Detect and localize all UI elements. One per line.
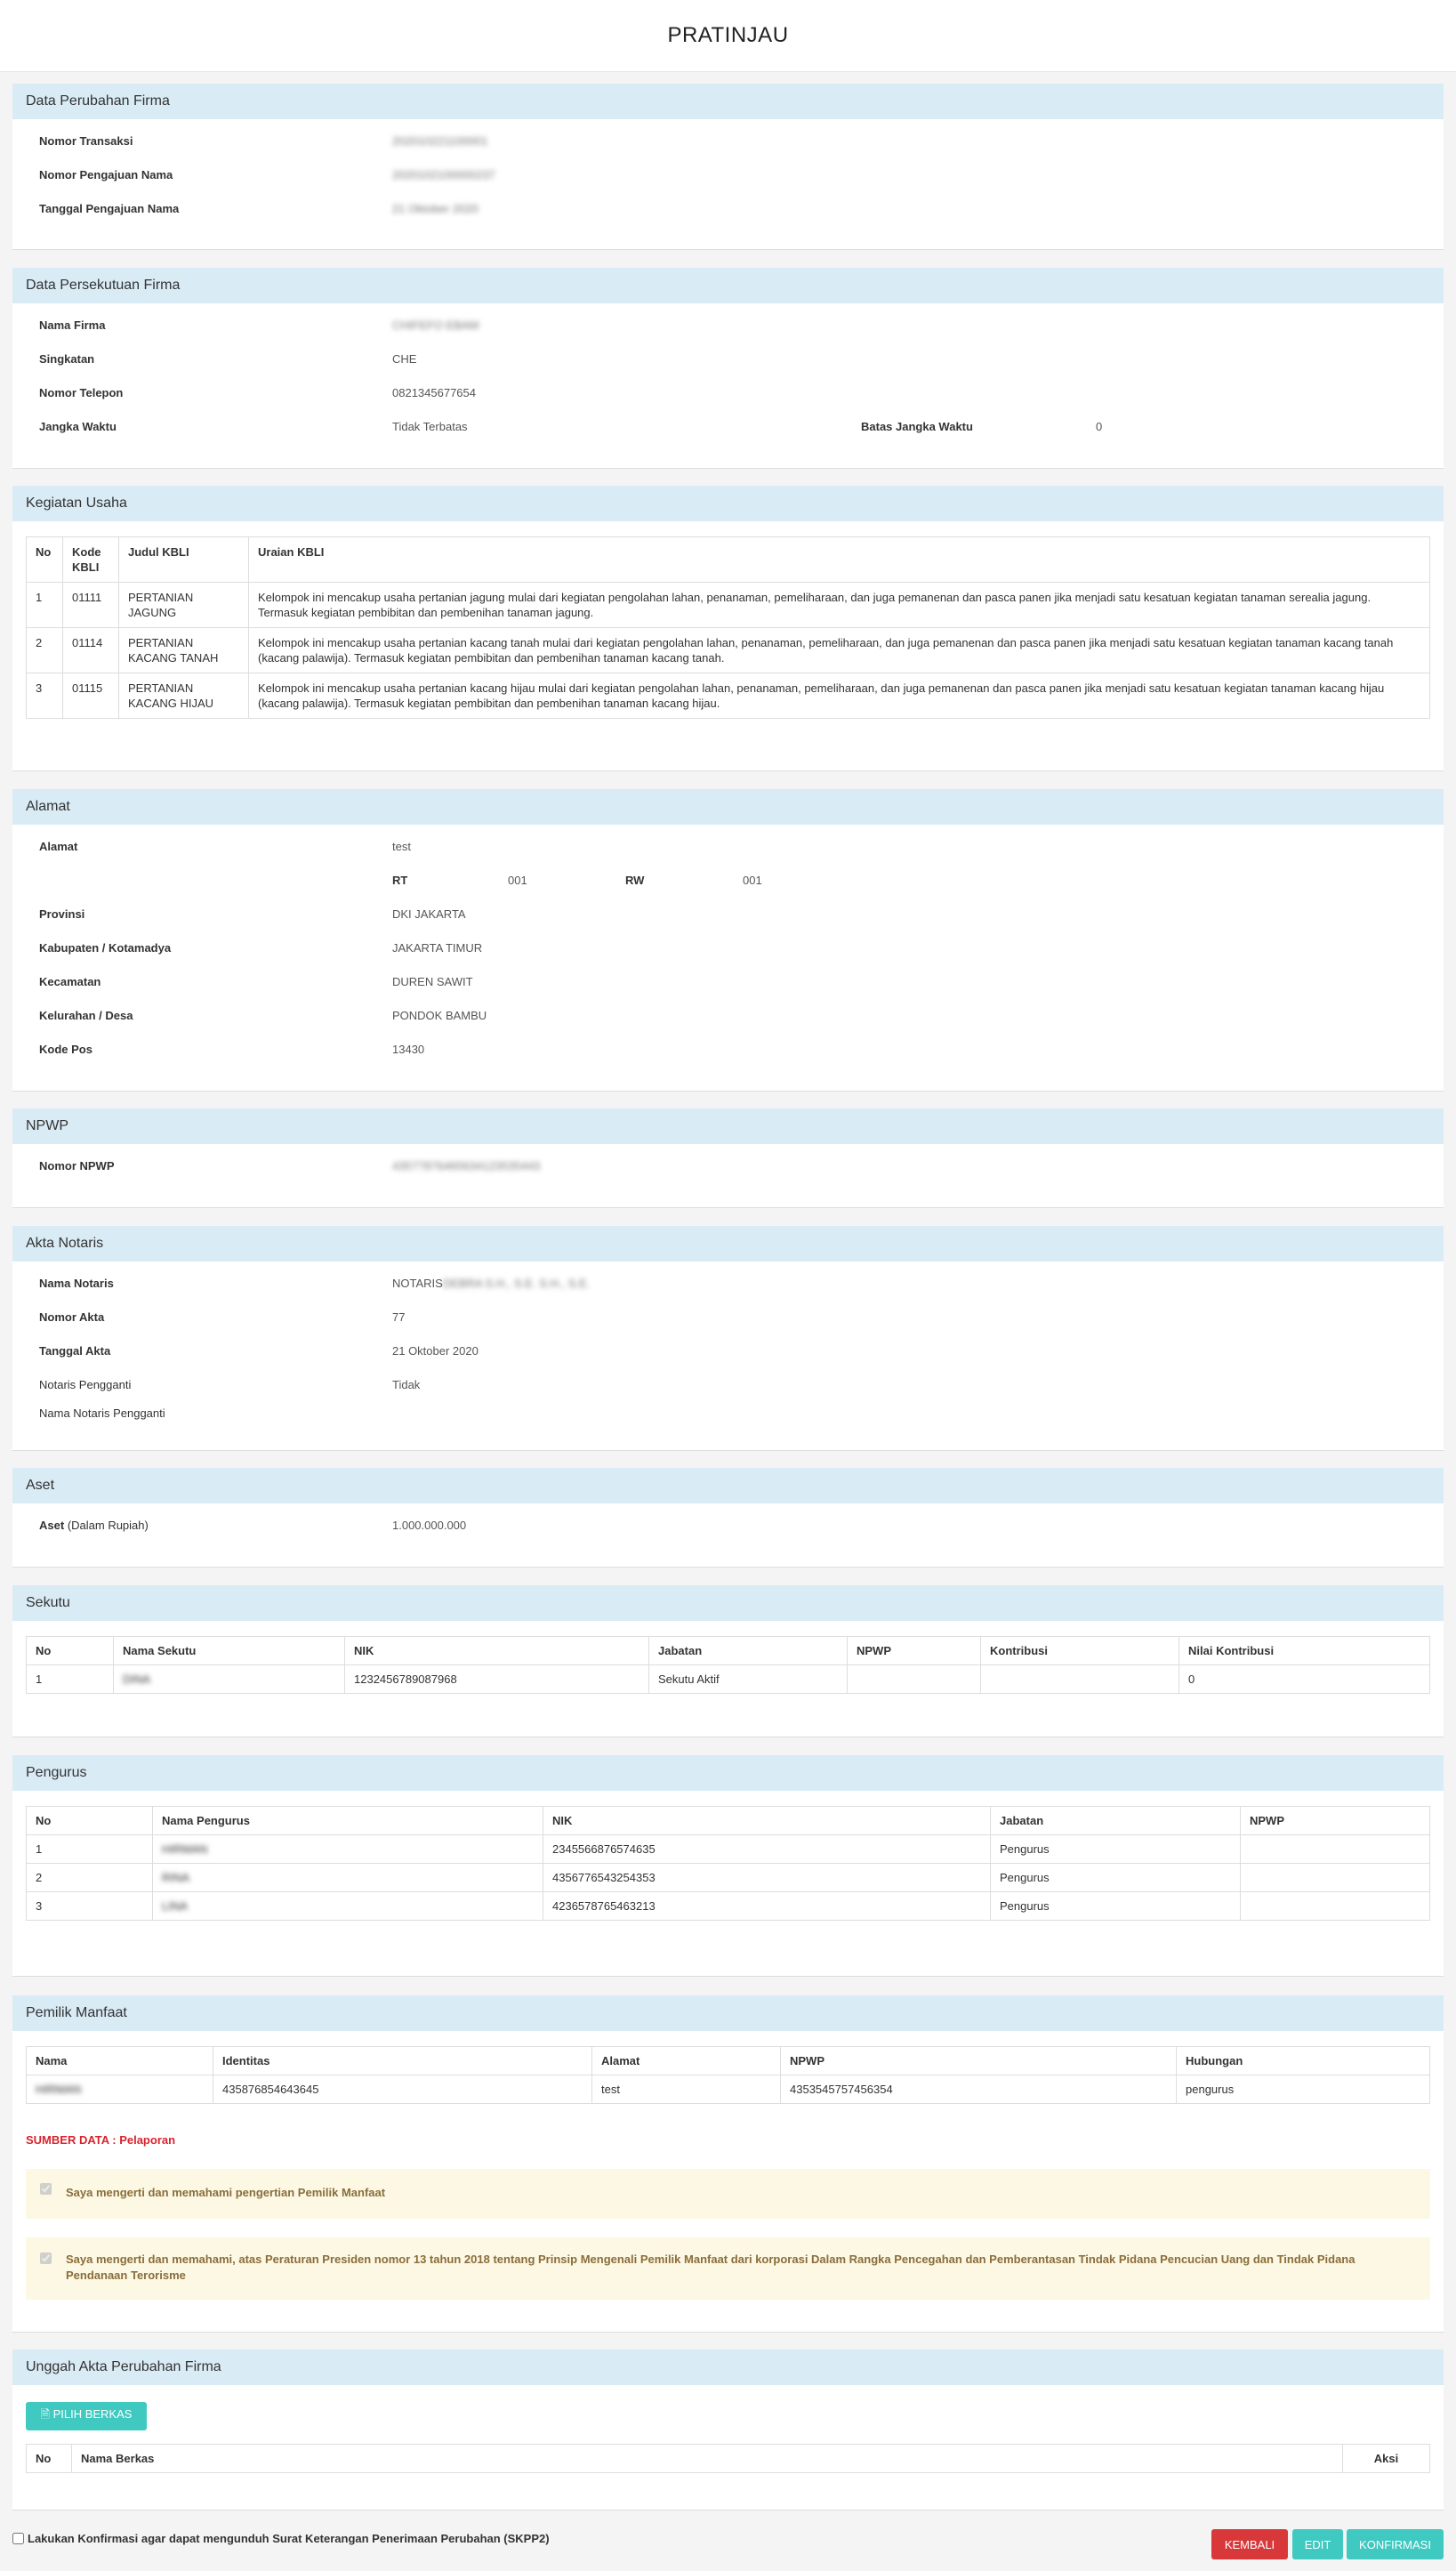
ack-text-1: Saya mengerti dan memahami pengertian Pemilik Manfaat bbox=[66, 2186, 386, 2199]
panel-alamat bbox=[12, 789, 1444, 1092]
panel-pengurus bbox=[12, 1755, 1444, 1977]
panel-title: NPWP bbox=[12, 1108, 1444, 1144]
panel-npwp bbox=[12, 1108, 1444, 1208]
field-tanggal-akta: Tanggal Akta 21 Oktober 2020 bbox=[39, 1344, 479, 1358]
panel-title: Kegiatan Usaha bbox=[12, 486, 1444, 521]
file-icon: 🗎 bbox=[40, 2407, 50, 2421]
panel-pemilik-manfaat bbox=[12, 1995, 1444, 2333]
field-nomor-akta: Nomor Akta 77 bbox=[39, 1310, 406, 1324]
field-alamat: Alamat test bbox=[39, 840, 411, 853]
pengurus-table bbox=[26, 1806, 1430, 1921]
field-kecamatan: Kecamatan DUREN SAWIT bbox=[39, 975, 473, 988]
table-row: HIRMAN 435876854643645 test 4353545757456354 pengurus bbox=[27, 2075, 1430, 2104]
panel-unggah-akta bbox=[12, 2349, 1444, 2511]
konfirmasi-checkbox-label[interactable]: Lakukan Konfirmasi agar dapat mengunduh Surat Keterangan Penerimaan Perubahan (SKPP2) bbox=[12, 2532, 550, 2545]
field-provinsi: Provinsi DKI JAKARTA bbox=[39, 907, 466, 921]
panel-title: Pemilik Manfaat bbox=[12, 1995, 1444, 2031]
panel-kegiatan-usaha bbox=[12, 486, 1444, 771]
field-jangka-waktu: Jangka Waktu Tidak Terbatas Batas Jangka Waktu 0 bbox=[12, 417, 1444, 437]
batas-label: Batas Jangka Waktu bbox=[861, 420, 973, 433]
field-kode-pos: Kode Pos 13430 bbox=[39, 1043, 425, 1056]
table-row: 3 LINA 4236578765463213 Pengurus bbox=[27, 1892, 1430, 1921]
table-header-row: No Kode KBLI Judul KBLI Uraian KBLI bbox=[27, 537, 1430, 583]
page-header bbox=[0, 0, 1456, 72]
ack-checkbox-1[interactable] bbox=[40, 2183, 52, 2195]
ack-box-2 bbox=[26, 2237, 1430, 2300]
field-singkatan: Singkatan CHE bbox=[39, 352, 417, 366]
field-aset: Aset (Dalam Rupiah) 1.000.000.000 bbox=[39, 1519, 467, 1532]
table-header-row: Nama Identitas Alamat NPWP Hubungan bbox=[27, 2047, 1430, 2075]
page-title: PRATINJAU bbox=[667, 23, 789, 47]
panel-title: Unggah Akta Perubahan Firma bbox=[12, 2349, 1444, 2385]
ack-box-1 bbox=[26, 2169, 1430, 2219]
field-nama-notaris: Nama Notaris NOTARISDEBRA S.H., S.E. S.H., S.E. bbox=[39, 1277, 591, 1290]
pilih-berkas-button[interactable]: 🗎 PILIH BERKAS bbox=[26, 2402, 147, 2430]
field-nomor-pengajuan: Nomor Pengajuan Nama 2020102100000237 bbox=[39, 168, 495, 181]
table-row: 1 HIRMAN 2345566876574635 Pengurus bbox=[27, 1835, 1430, 1864]
table-row: 3 01115 PERTANIAN KACANG HIJAU Kelompok ini mencakup usaha pertanian kacang hijau mulai dari kegiatan pengolahan lahan, penanaman, pemeliharaan, dan juga pemanenan dan pasca panen jika menjadi satu kesatuan kegiatan tanaman kacang hijau (kacang palawija). Termasuk kegiatan pembibitan dan pembenihan tanaman kacang hijau. bbox=[27, 673, 1430, 719]
table-header-row: No Nama Pengurus NIK Jabatan NPWP bbox=[27, 1807, 1430, 1835]
field-tanggal-pengajuan: Tanggal Pengajuan Nama 21 Oktober 2020 bbox=[39, 202, 479, 215]
batas-value: 0 bbox=[1096, 420, 1103, 433]
panel-title: Alamat bbox=[12, 789, 1444, 825]
field-nomor-transaksi: Nomor Transaksi 202010221100001 bbox=[39, 134, 488, 148]
kembali-button[interactable]: KEMBALI bbox=[1211, 2529, 1288, 2559]
konfirmasi-checkbox[interactable] bbox=[12, 2533, 24, 2544]
table-row: 2 01114 PERTANIAN KACANG TANAH Kelompok ini mencakup usaha pertanian kacang tanah mulai dari kegiatan pengolahan lahan, penanaman, pemeliharaan, dan juga pemanenan dan pasca panen jika menjadi satu kesatuan kegiatan tanaman kacang tanah (kacang palawija). Termasuk kegiatan pembibitan dan pembenihan tanaman kacang tanah. bbox=[27, 628, 1430, 673]
panel-title: Data Perubahan Firma bbox=[12, 84, 1444, 119]
panel-title: Akta Notaris bbox=[12, 1226, 1444, 1261]
table-header-row: No Nama Berkas Aksi bbox=[27, 2445, 1430, 2473]
sekutu-table bbox=[26, 1636, 1430, 1694]
panel-title: Data Persekutuan Firma bbox=[12, 268, 1444, 303]
field-kabupaten: Kabupaten / Kotamadya JAKARTA TIMUR bbox=[39, 941, 483, 955]
panel-title: Pengurus bbox=[12, 1755, 1444, 1791]
field-notaris-pengganti: Notaris Pengganti Tidak bbox=[39, 1378, 421, 1391]
panel-title: Sekutu bbox=[12, 1585, 1444, 1621]
panel-akta-notaris bbox=[12, 1226, 1444, 1451]
field-nomor-telepon: Nomor Telepon 0821345677654 bbox=[39, 386, 476, 399]
field-kelurahan: Kelurahan / Desa PONDOK BAMBU bbox=[39, 1009, 487, 1022]
field-rt-rw: RT 001 RW 001 bbox=[392, 874, 762, 887]
table-row: 2 RINA 4356776543254353 Pengurus bbox=[27, 1864, 1430, 1892]
panel-title: Aset bbox=[12, 1468, 1444, 1503]
edit-button[interactable]: EDIT bbox=[1292, 2529, 1343, 2559]
berkas-table bbox=[26, 2444, 1430, 2473]
table-header-row: No Nama Sekutu NIK Jabatan NPWP Kontribusi Nilai Kontribusi bbox=[27, 1637, 1430, 1665]
panel-aset bbox=[12, 1468, 1444, 1568]
kbli-table bbox=[26, 536, 1430, 719]
ack-checkbox-2[interactable] bbox=[40, 2253, 52, 2264]
field-nomor-npwp: Nomor NPWP 43577876465634123535443 bbox=[39, 1159, 541, 1173]
pemilik-table bbox=[26, 2046, 1430, 2104]
table-row: 1 01111 PERTANIAN JAGUNG Kelompok ini mencakup usaha pertanian jagung mulai dari kegiatan pengolahan lahan, penanaman, pemeliharaan, dan juga pemanenan dan pasca panen jika menjadi satu kesatuan kegiatan tanaman serealia jagung. Termasuk kegiatan pembibitan dan pembenihan tanaman jagung. bbox=[27, 583, 1430, 628]
table-row: 1 DINA 1232456789087968 Sekutu Aktif 0 bbox=[27, 1665, 1430, 1694]
source-data-label: SUMBER DATA : Pelaporan bbox=[26, 2133, 176, 2147]
panel-data-perubahan bbox=[12, 84, 1444, 250]
field-nama-firma: Nama Firma CHIFEFO EBAM bbox=[39, 318, 479, 332]
panel-sekutu bbox=[12, 1585, 1444, 1737]
field-nama-notaris-pengganti: Nama Notaris Pengganti bbox=[39, 1406, 165, 1420]
konfirmasi-button[interactable]: KONFIRMASI bbox=[1347, 2529, 1444, 2559]
panel-data-persekutuan bbox=[12, 268, 1444, 469]
ack-text-2: Saya mengerti dan memahami, atas Peraturan Presiden nomor 13 tahun 2018 tentang Prinsip Mengenali Pemilik Manfaat dari korporasi Dalam Rangka Pencegahan dan Pemberantasan Tindak Pidana Pencucian Uang dan Tindak Pidana Pendanaan Terorisme bbox=[66, 2253, 1355, 2282]
